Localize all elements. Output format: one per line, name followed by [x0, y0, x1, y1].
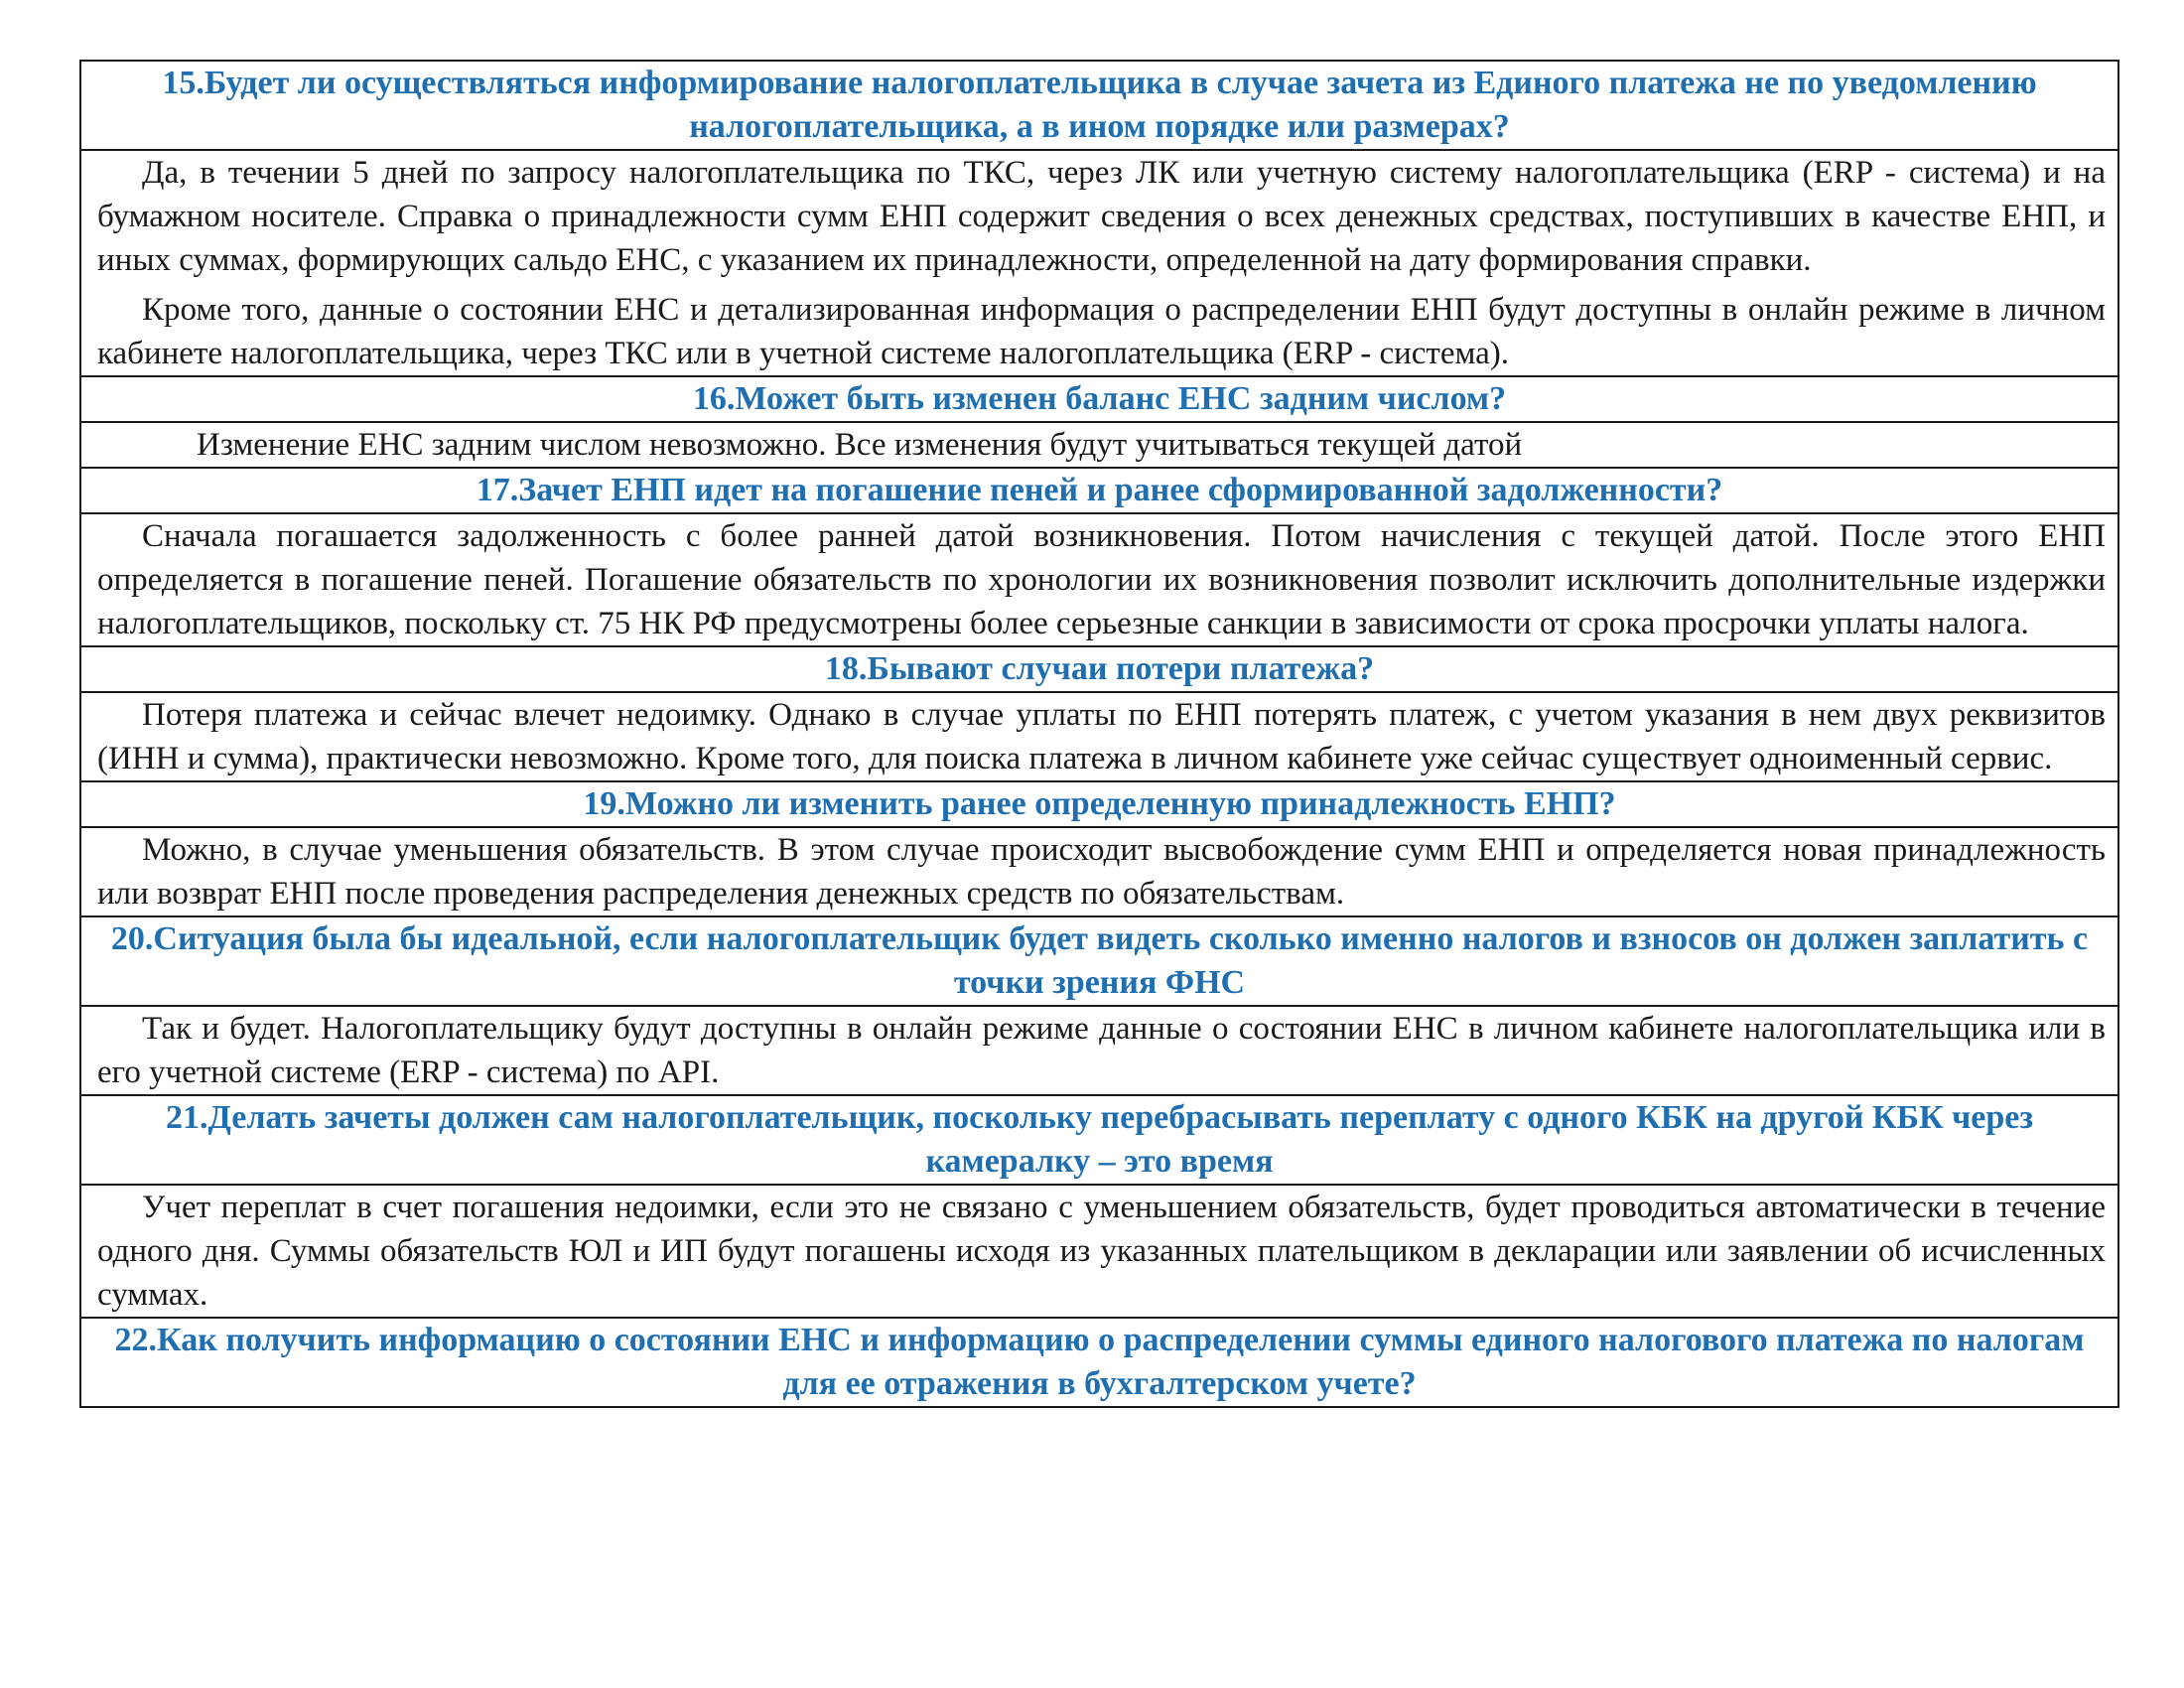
- question-17: 17.Зачет ЕНП идет на погашение пеней и ранее сформированной задолженности?: [80, 468, 2118, 513]
- answer-17-paragraph-1: Сначала погашается задолженность с более ранней датой возникновения. Потом начисления с текущей датой. После этого ЕНП определяется в погашение пеней. Погашение обязательств по хронологии их возникновения позволит исключить дополнительные издержки налогоплательщиков, поскольку ст. 75 НК РФ предусмотрены более серьезные санкции в зависимости от срока просрочки уплаты налога.: [97, 518, 2106, 641]
- answer-row-17: [80, 513, 2118, 646]
- answer-row-15: [80, 150, 2118, 376]
- question-15: 15.Будет ли осуществляться информирование налогоплательщика в случае зачета из Единого платежа не по уведомлению налогоплательщика, а в ином порядке или размерах?: [80, 61, 2118, 150]
- answer-20-paragraph-1: Так и будет. Налогоплательщику будут доступны в онлайн режиме данные о состоянии ЕНС в личном кабинете налогоплательщика или в его учетной системе (ERP - система) по API.: [97, 1011, 2106, 1090]
- question-21: 21.Делать зачеты должен сам налогоплательщик, поскольку перебрасывать переплату с одного КБК на другой КБК через камералку – это время: [80, 1095, 2118, 1185]
- question-row-21: [80, 1095, 2118, 1185]
- question-20: 20.Ситуация была бы идеальной, если налогоплательщик будет видеть сколько именно налогов и взносов он должен заплатить с точки зрения ФНС: [80, 916, 2118, 1006]
- faq-page: [79, 60, 2119, 1408]
- answer-row-21: [80, 1185, 2118, 1318]
- answer-16: [80, 422, 2118, 468]
- answer-18-paragraph-1: Потеря платежа и сейчас влечет недоимку. Однако в случае уплаты по ЕНП потерять платеж, с учетом указания в нем двух реквизитов (ИНН и сумма), практически невозможно. Кроме того, для поиска платежа в личном кабинете уже сейчас существует одноименный сервис.: [97, 697, 2106, 776]
- question-row-15: [80, 61, 2118, 150]
- question-row-17: [80, 468, 2118, 513]
- answer-19-paragraph-1: Можно, в случае уменьшения обязательств. В этом случае происходит высвобождение сумм ЕНП и определяется новая принадлежность или возврат ЕНП после проведения распределения денежных средств по обязательствам.: [97, 832, 2106, 912]
- question-16: 16.Может быть изменен баланс ЕНС задним числом?: [80, 376, 2118, 422]
- answer-row-16: [80, 422, 2118, 468]
- answer-row-20: [80, 1006, 2118, 1095]
- question-row-18: [80, 646, 2118, 692]
- answer-19: [80, 827, 2118, 916]
- answer-18: [80, 692, 2118, 781]
- question-19: 19.Можно ли изменить ранее определенную принадлежность ЕНП?: [80, 781, 2118, 827]
- answer-15: [80, 150, 2118, 376]
- answer-row-19: [80, 827, 2118, 916]
- question-row-16: [80, 376, 2118, 422]
- answer-16-paragraph-1: Изменение ЕНС задним числом невозможно. Все изменения будут учитываться текущей датой: [197, 427, 1523, 463]
- answer-15-paragraph-1: Да, в течении 5 дней по запросу налогоплательщика по ТКС, через ЛК или учетную систему налогоплательщика (ERP - система) и на бумажном носителе. Справка о принадлежности сумм ЕНП содержит сведения о всех денежных средствах, поступивших в качестве ЕНП, и иных суммах, формирующих сальдо ЕНС, с указанием их принадлежности, определенной на дату формирования справки.: [97, 155, 2106, 278]
- question-row-20: [80, 916, 2118, 1006]
- question-row-19: [80, 781, 2118, 827]
- answer-15-paragraph-2: Кроме того, данные о состоянии ЕНС и детализированная информация о распределении ЕНП будут доступны в онлайн режиме в личном кабинете налогоплательщика, через ТКС или в учетной системе налогоплательщика (ERP - система).: [97, 292, 2106, 371]
- answer-21-paragraph-1: Учет переплат в счет погашения недоимки, если это не связано с уменьшением обязательств, будет проводиться автоматически в течение одного дня. Суммы обязательств ЮЛ и ИП будут погашены исходя из указанных плательщиком в декларации или заявлении об исчисленных суммах.: [97, 1190, 2106, 1313]
- answer-17: [80, 513, 2118, 646]
- question-18: 18.Бывают случаи потери платежа?: [80, 646, 2118, 692]
- answer-row-18: [80, 692, 2118, 781]
- answer-20: [80, 1006, 2118, 1095]
- answer-21: [80, 1185, 2118, 1318]
- question-row-22: [80, 1318, 2118, 1407]
- faq-table: [79, 60, 2119, 1408]
- question-22: 22.Как получить информацию о состоянии ЕНС и информацию о распределении суммы единого налогового платежа по налогам для ее отражения в бухгалтерском учете?: [80, 1318, 2118, 1407]
